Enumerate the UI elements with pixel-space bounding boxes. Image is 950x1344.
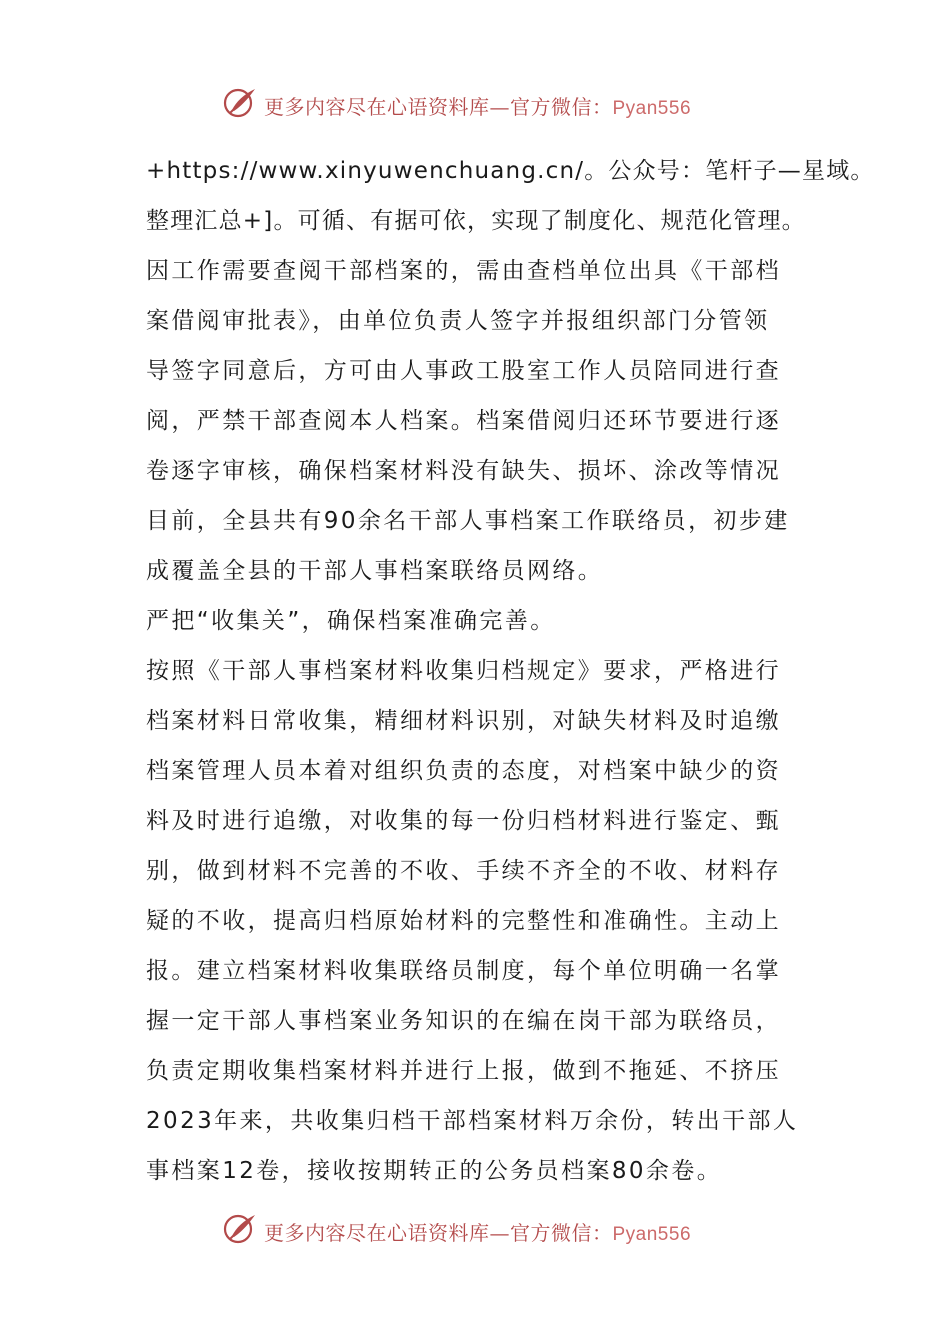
text-line: 目前，全县共有90余名干部人事档案工作联络员，初步建 xyxy=(146,508,790,534)
text-line: 握一定干部人事档案业务知识的在编在岗干部为联络员， xyxy=(146,1008,781,1034)
text-line: 疑的不收，提高归档原始材料的完整性和准确性。主动上 xyxy=(146,908,781,934)
quill-logo-icon xyxy=(222,1212,258,1246)
text-line: 档案管理人员本着对组织负责的态度，对档案中缺少的资 xyxy=(146,758,781,784)
text-line: +https://www.xinyuwenchuang.cn/。公众号：笔杆子—星域。 xyxy=(146,158,875,184)
text-line: 档案材料日常收集，精细材料识别，对缺失材料及时追缴 xyxy=(146,708,781,734)
text-line: 卷逐字审核，确保档案材料没有缺失、损坏、涂改等情况 xyxy=(146,458,781,484)
text-line: 负责定期收集档案材料并进行上报，做到不拖延、不挤压 xyxy=(146,1058,781,1084)
footer-banner-text xyxy=(264,1217,691,1246)
document-body xyxy=(146,146,875,1196)
text-line: 事档案12卷，接收按期转正的公务员档案80余卷。 xyxy=(146,1158,723,1184)
header-banner-text xyxy=(264,91,691,120)
quill-logo-icon xyxy=(222,86,258,120)
header-banner-label: 更多内容尽在心语资料库—官方微信： xyxy=(264,95,613,119)
text-line: 案借阅审批表》，由单位负责人签字并报组织部门分管领 xyxy=(146,308,770,334)
footer-banner xyxy=(0,1210,950,1250)
text-line: 料及时进行追缴，对收集的每一份归档材料进行鉴定、甄 xyxy=(146,808,781,834)
text-line: 按照《干部人事档案材料收集归档规定》要求，严格进行 xyxy=(146,658,781,684)
text-line: 2023年来，共收集归档干部档案材料万余份，转出干部人 xyxy=(146,1108,799,1134)
text-line: 导签字同意后，方可由人事政工股室工作人员陪同进行查 xyxy=(146,358,781,384)
header-wechat-id: Pyan556 xyxy=(612,98,692,119)
text-line: 报。建立档案材料收集联络员制度，每个单位明确一名掌 xyxy=(146,958,781,984)
text-line: 整理汇总+]。可循、有据可依，实现了制度化、规范化管理。 xyxy=(146,208,806,234)
text-line: 严把“收集关”，确保档案准确完善。 xyxy=(146,608,556,634)
footer-banner-label: 更多内容尽在心语资料库—官方微信： xyxy=(264,1221,613,1245)
text-line: 因工作需要查阅干部档案的，需由查档单位出具《干部档 xyxy=(146,258,781,284)
header-banner xyxy=(0,84,950,124)
text-line: 阅，严禁干部查阅本人档案。档案借阅归还环节要进行逐 xyxy=(146,408,781,434)
footer-wechat-id: Pyan556 xyxy=(612,1224,692,1245)
text-line: 成覆盖全县的干部人事档案联络员网络。 xyxy=(146,558,604,584)
text-line: 别，做到材料不完善的不收、手续不齐全的不收、材料存 xyxy=(146,858,781,884)
